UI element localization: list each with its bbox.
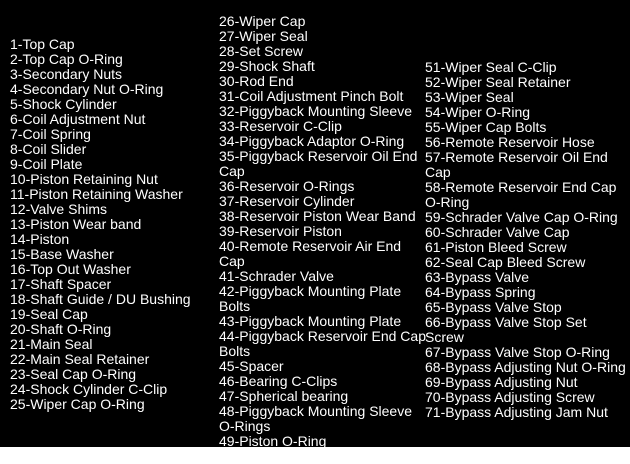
part-item-54: 54-Wiper O-Ring bbox=[425, 104, 531, 120]
part-item-63: 63-Bypass Valve bbox=[425, 269, 530, 285]
part-item-57: 57-Remote Reservoir Oil End Cap bbox=[425, 149, 608, 180]
part-item-48: 48-Piggyback Mounting Sleeve O-Rings bbox=[219, 403, 413, 434]
part-item-52: 52-Wiper Seal Retainer bbox=[425, 74, 571, 90]
part-item-59: 59-Schrader Valve Cap O-Ring bbox=[425, 209, 618, 225]
part-item-31: 31-Coil Adjustment Pinch Bolt bbox=[219, 88, 404, 104]
part-item-37: 37-Reservoir Cylinder bbox=[219, 193, 355, 209]
part-item-42: 42-Piggyback Mounting Plate Bolts bbox=[219, 283, 402, 314]
part-item-26: 26-Wiper Cap bbox=[219, 13, 306, 29]
parts-column-1 bbox=[10, 37, 210, 412]
part-item-18: 18-Shaft Guide / DU Bushing bbox=[10, 291, 191, 307]
part-item-8: 8-Coil Slider bbox=[10, 141, 87, 157]
part-item-1: 1-Top Cap bbox=[10, 36, 75, 52]
part-item-3: 3-Secondary Nuts bbox=[10, 66, 123, 82]
part-item-7: 7-Coil Spring bbox=[10, 126, 91, 142]
part-item-30: 30-Rod End bbox=[219, 73, 294, 89]
part-item-32: 32-Piggyback Mounting Sleeve bbox=[219, 103, 413, 119]
part-item-43: 43-Piggyback Mounting Plate bbox=[219, 313, 402, 329]
part-item-70: 70-Bypass Adjusting Screw bbox=[425, 389, 595, 405]
part-item-66: 66-Bypass Valve Stop Set Screw bbox=[425, 314, 587, 345]
part-item-51: 51-Wiper Seal C-Clip bbox=[425, 59, 557, 75]
part-item-33: 33-Reservoir C-Clip bbox=[219, 118, 342, 134]
part-item-2: 2-Top Cap O-Ring bbox=[10, 51, 123, 67]
part-item-28: 28-Set Screw bbox=[219, 43, 304, 59]
part-item-34: 34-Piggyback Adaptor O-Ring bbox=[219, 133, 405, 149]
part-item-61: 61-Piston Bleed Screw bbox=[425, 239, 567, 255]
part-item-4: 4-Secondary Nut O-Ring bbox=[10, 81, 164, 97]
part-item-58: 58-Remote Reservoir End Cap O-Ring bbox=[425, 179, 617, 210]
part-item-71: 71-Bypass Adjusting Jam Nut bbox=[425, 404, 608, 420]
part-item-38: 38-Reservoir Piston Wear Band bbox=[219, 208, 416, 224]
part-item-45: 45-Spacer bbox=[219, 358, 284, 374]
part-item-62: 62-Seal Cap Bleed Screw bbox=[425, 254, 586, 270]
part-item-13: 13-Piston Wear band bbox=[10, 216, 142, 232]
part-item-17: 17-Shaft Spacer bbox=[10, 276, 112, 292]
part-item-5: 5-Shock Cylinder bbox=[10, 96, 117, 112]
part-item-21: 21-Main Seal bbox=[10, 336, 93, 352]
part-item-67: 67-Bypass Valve Stop O-Ring bbox=[425, 344, 610, 360]
part-item-53: 53-Wiper Seal bbox=[425, 89, 514, 105]
part-item-15: 15-Base Washer bbox=[10, 246, 114, 262]
part-item-19: 19-Seal Cap bbox=[10, 306, 88, 322]
part-item-29: 29-Shock Shaft bbox=[219, 58, 315, 74]
part-item-50: 50-Main Seal C-Clip bbox=[219, 448, 345, 464]
part-item-11: 11-Piston Retaining Washer bbox=[10, 186, 183, 202]
part-item-44: 44-Piggyback Reservoir End Cap Bolts bbox=[219, 328, 426, 359]
part-item-10: 10-Piston Retaining Nut bbox=[10, 171, 158, 187]
part-item-9: 9-Coil Plate bbox=[10, 156, 83, 172]
parts-column-3 bbox=[425, 60, 628, 420]
part-item-41: 41-Schrader Valve bbox=[219, 268, 334, 284]
part-item-39: 39-Reservoir Piston bbox=[219, 223, 342, 239]
part-item-49: 49-Piston O-Ring bbox=[219, 433, 327, 449]
part-item-35: 35-Piggyback Reservoir Oil End Cap bbox=[219, 148, 418, 179]
part-item-69: 69-Bypass Adjusting Nut bbox=[425, 374, 578, 390]
parts-column-2 bbox=[219, 14, 428, 464]
part-item-36: 36-Reservoir O-Rings bbox=[219, 178, 355, 194]
part-item-12: 12-Valve Shims bbox=[10, 201, 108, 217]
part-item-60: 60-Schrader Valve Cap bbox=[425, 224, 570, 240]
part-item-25: 25-Wiper Cap O-Ring bbox=[10, 396, 145, 412]
part-item-16: 16-Top Out Washer bbox=[10, 261, 131, 277]
part-item-27: 27-Wiper Seal bbox=[219, 28, 308, 44]
part-item-20: 20-Shaft O-Ring bbox=[10, 321, 112, 337]
part-item-68: 68-Bypass Adjusting Nut O-Ring bbox=[425, 359, 626, 375]
part-item-24: 24-Shock Cylinder C-Clip bbox=[10, 381, 168, 397]
part-item-56: 56-Remote Reservoir Hose bbox=[425, 134, 595, 150]
part-item-6: 6-Coil Adjustment Nut bbox=[10, 111, 146, 127]
part-item-22: 22-Main Seal Retainer bbox=[10, 351, 150, 367]
part-item-23: 23-Seal Cap O-Ring bbox=[10, 366, 137, 382]
part-item-46: 46-Bearing C-Clips bbox=[219, 373, 338, 389]
part-item-14: 14-Piston bbox=[10, 231, 70, 247]
part-item-47: 47-Spherical bearing bbox=[219, 388, 349, 404]
part-item-40: 40-Remote Reservoir Air End Cap bbox=[219, 238, 402, 269]
part-item-55: 55-Wiper Cap Bolts bbox=[425, 119, 547, 135]
part-item-65: 65-Bypass Valve Stop bbox=[425, 299, 562, 315]
part-item-64: 64-Bypass Spring bbox=[425, 284, 536, 300]
